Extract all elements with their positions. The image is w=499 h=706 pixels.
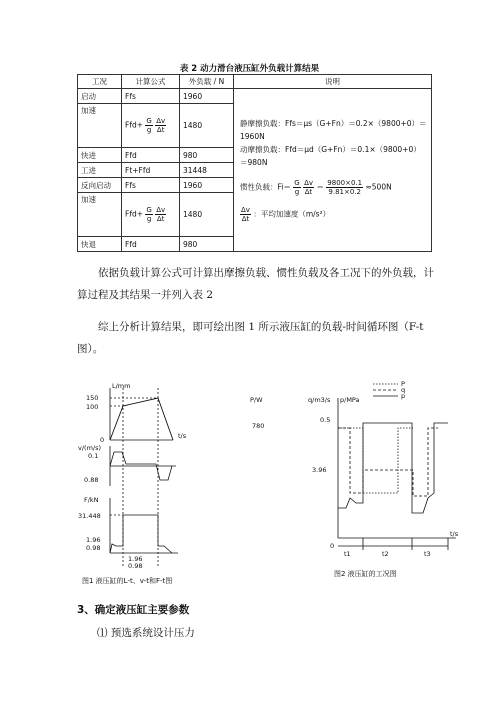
cell-load: 980 [180,148,234,163]
fig1-t-label: t/s [178,432,187,440]
fig2-p-label: p/MPa [340,396,360,404]
fig2-legend-item: q [401,386,406,394]
cell-stage: 快进 [78,148,122,163]
table-caption: 表 2 动力滑台液压缸外负载计算结果 [179,64,320,74]
cell-stage: 快退 [78,237,122,252]
notes-cell [234,89,432,252]
cell-formula: Ffd [122,148,180,163]
cell-formula: Ffs [122,89,180,104]
note-dynamic: 动摩擦负载：Ffd＝μd（G+Fn）＝0.1×（9800+0）＝980N [240,145,421,167]
fig1-L-tick: 150 [86,394,99,402]
cell-load: 1480 [180,104,234,148]
cell-formula: Ffd [122,237,180,252]
fig2-tick: 780 [252,422,265,430]
cell-stage: 反向启动 [78,178,122,193]
fig2-segment: t2 [382,550,389,558]
cell-load: 980 [180,237,234,252]
cell-load: 1960 [180,89,234,104]
fig2-tick: 0.5 [320,416,331,424]
header-load: 外负载 / N [180,75,234,89]
fig1-L-tick: 0 [100,436,105,444]
fig2-segment: t1 [344,550,351,558]
header-stage: 工况 [78,75,122,89]
fig1-F-tick: 0.98 [86,544,101,552]
fig1-L-tick: 100 [86,403,99,411]
fig1-L-label: L/mm [112,382,131,390]
fig2-legend-item: P [401,380,405,388]
paragraph-2: 综上分析计算结果，即可绘出图 1 所示液压缸的负载-时间循环图（F-t 图）。 [77,321,424,355]
fig2-P-label: P/W [250,396,263,404]
fig1-F-tick: 31.448 [78,512,101,520]
cell-stage: 加速 [78,193,122,237]
cell-load: 1960 [180,178,234,193]
cell-load: 1480 [180,193,234,237]
fig1-v-tick: 0.1 [88,452,99,460]
paragraph-1: 依据负载计算公式可计算出摩擦负载、惯性负载及各工况下的外负载，计算过程及其结果一并列入表 2 [77,267,434,301]
fig1-F-tick: 1.96 [86,536,101,544]
section-heading: 3、确定液压缸主要参数 [77,604,190,616]
note-inertia: 惯性负载：Fi＝ $\frac{G}{g}$ $\frac{\Delta v}{\Delta t}$ ＝ $\frac{9800\times 0.1}{9.81\times 0.2}$ ≈500N [240,179,392,196]
note-static: 静摩擦负载：Ffs＝μs（G+Fn）＝0.2×（9800+0）＝1960N [240,119,427,141]
fig1-bottom-tick: 0.98 [128,562,143,570]
load-table [77,74,432,252]
fig2-tick: 0 [330,542,335,550]
cell-formula: Ffd+ $\frac{G}{g}$ $\frac{\Delta v}{\Delta t}$ [122,193,180,237]
fig1-v-tick: 0.88 [84,476,99,484]
cell-stage: 加速 [78,104,122,148]
fig2-t-label: t/s [450,530,459,538]
cell-formula: Ffs [122,178,180,193]
figure-2 [238,378,463,588]
fig1-caption: 图1 液压缸的L-t、v-t和F-t图 [82,577,173,585]
fig2-tick: 3.96 [312,466,327,474]
table-header-row [78,75,432,89]
cell-load: 31448 [180,163,234,178]
fig2-legend-item: p [401,392,406,400]
cell-stage: 启动 [78,89,122,104]
header-notes: 说明 [234,75,432,89]
fig2-q-label: q/m3/s [308,396,331,404]
note-accel: $\frac{\Delta v}{\Delta t}$ ：平均加速度（m/s²） [241,206,331,223]
cell-formula: Ft+Ffd [122,163,180,178]
subsection-heading: ⑴ 预选系统设计压力 [97,627,195,639]
fig1-v-label: v/(m/s) [78,444,102,452]
table-row [78,89,432,104]
cell-stage: 工进 [78,163,122,178]
fig1-F-label: F/kN [84,496,99,504]
fig2-segment: t3 [424,550,431,558]
cell-formula: Ffd+ $\frac{G}{g}$ $\frac{\Delta v}{\Delta t}$ [122,104,180,148]
figure-1 [78,378,238,588]
fig1-bottom-tick: 1.96 [128,555,143,563]
header-formula: 计算公式 [122,75,180,89]
fig2-caption: 图2 液压缸的工况图 [334,570,397,578]
